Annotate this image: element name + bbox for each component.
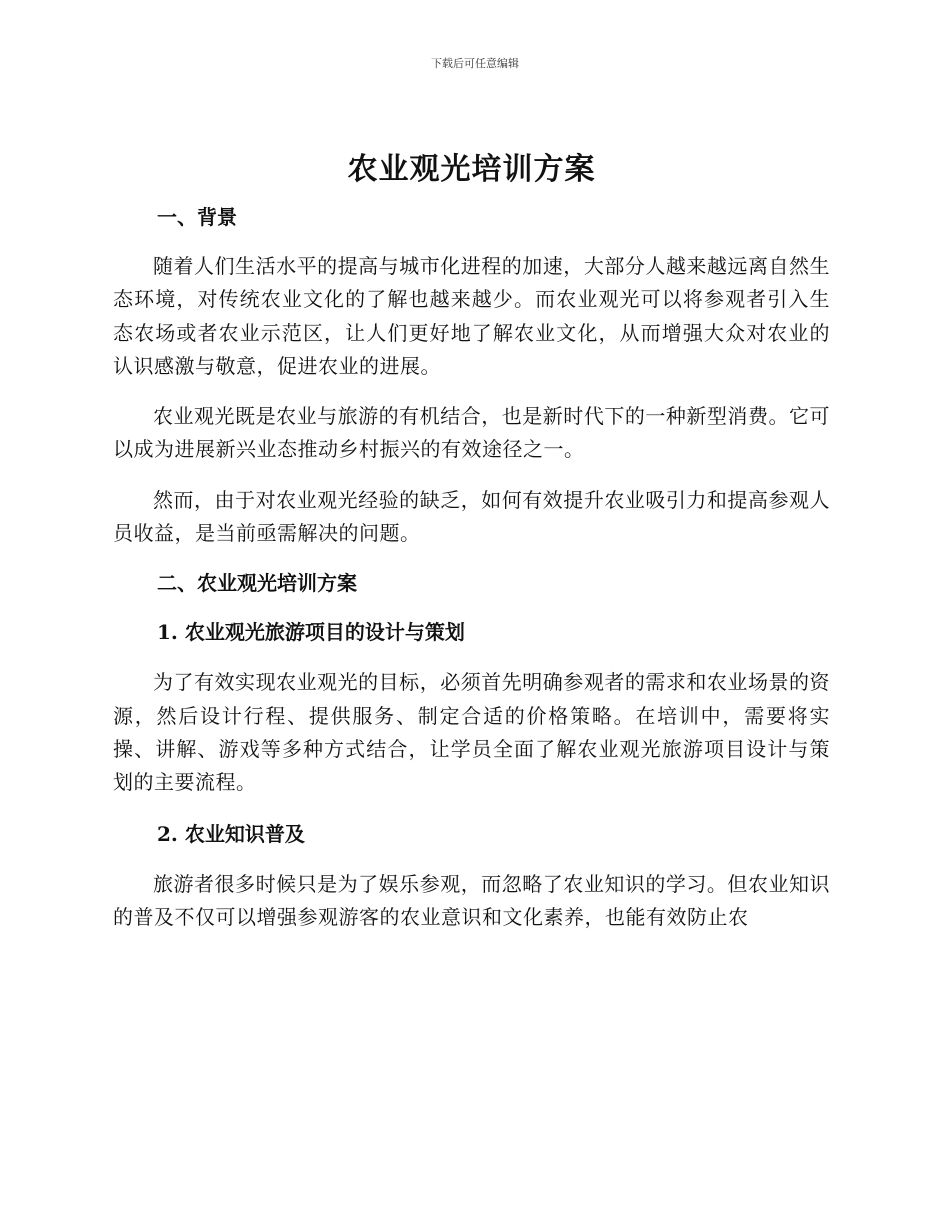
paragraph: 然而，由于对农业观光经验的缺乏，如何有效提升农业吸引力和提高参观人员收益，是当前亟需解决的问题。	[113, 487, 830, 546]
document-title: 农业观光培训方案	[347, 152, 596, 187]
paragraph: 旅游者很多时候只是为了娱乐参观，而忽略了农业知识的学习。但农业知识的普及不仅可以增强参观游客的农业意识和文化素养，也能有效防止农	[113, 871, 830, 929]
paragraph: 随着人们生活水平的提高与城市化进程的加速，大部分人越来越远离自然生态环境，对传统农业文化的了解也越来越少。而农业观光可以将参观者引入生态农场或者农业示范区，让人们更好地了解农业文化，从而增强大众对农业的认识感激与敬意，促进农业的进展。	[113, 254, 830, 378]
page-header: 下载后可任意编辑	[431, 57, 519, 70]
section-heading-background: 一、背景	[157, 205, 237, 229]
paragraph: 为了有效实现农业观光的目标，必须首先明确参观者的需求和农业场景的资源，然后设计行程、提供服务、制定合适的价格策略。在培训中，需要将实操、讲解、游戏等多种方式结合，让学员全面了解农业观光旅游项目设计与策划的主要流程。	[113, 670, 830, 795]
paragraph: 农业观光既是农业与旅游的有机结合，也是新时代下的一种新型消费。它可以成为进展新兴业态推动乡村振兴的有效途径之一。	[113, 404, 830, 462]
document-body	[113, 148, 830, 934]
subsection-heading-design: 1. 农业观光旅游项目的设计与策划	[157, 620, 465, 645]
section-heading-training-plan: 二、农业观光培训方案	[157, 571, 357, 596]
subsection-heading-knowledge: 2. 农业知识普及	[157, 821, 305, 846]
